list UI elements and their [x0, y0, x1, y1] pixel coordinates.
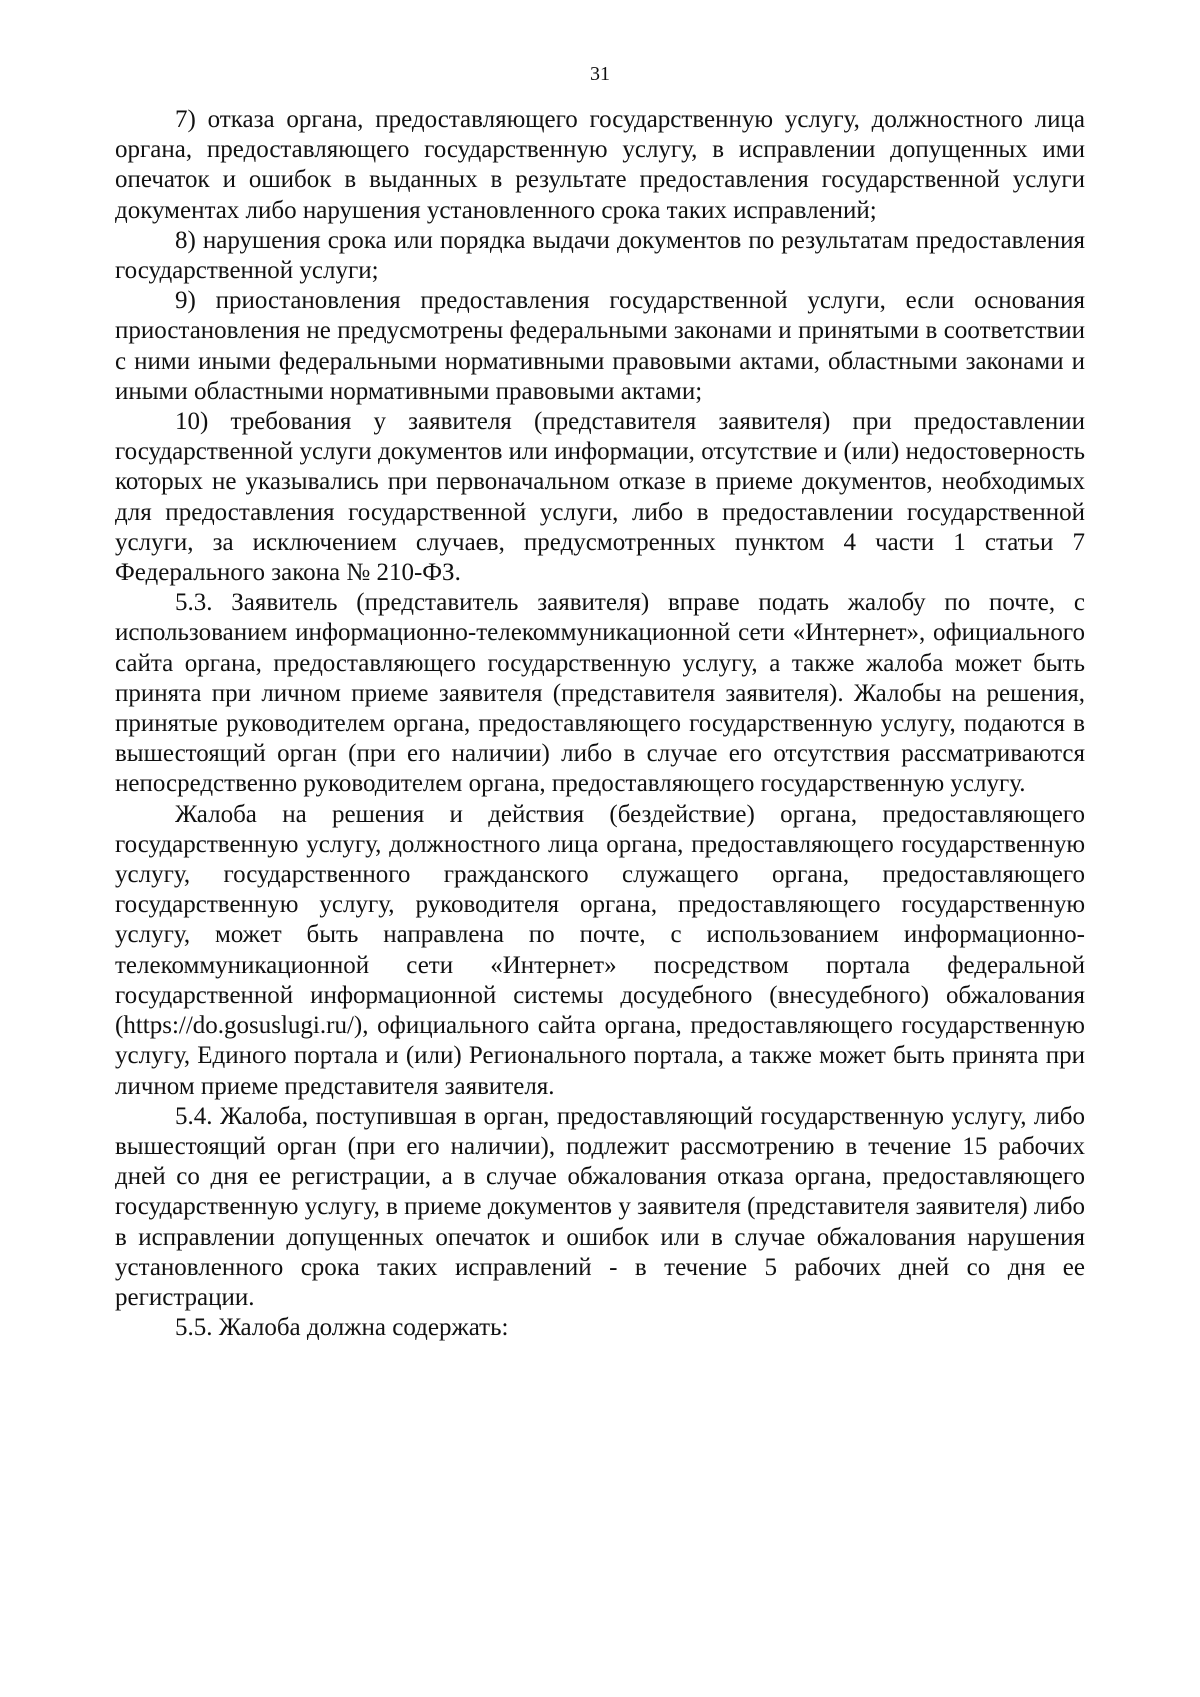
paragraph-clause-5-3: 5.3. Заявитель (представитель заявителя) вправе подать жалобу по почте, с использованием информационно-телекоммуникационной сети «Интернет», официального сайта органа, предоставляющего государственную услугу, а также жалоба может быть принята при личном приеме заявителя (представителя заявителя). Жалобы на решения, принятые руководителем органа, предоставляющего государственную услугу, подаются в вышестоящий орган (при его наличии) либо в случае его отсутствия рассматриваются непосредственно руководителем органа, предоставляющего государственную услугу. — [115, 589, 1085, 798]
page-number: 31 — [590, 63, 610, 85]
paragraph-item-7: 7) отказа органа, предоставляющего государственную услугу, должностного лица органа, предоставляющего государственную услугу, в исправлении допущенных ими опечаток и ошибок в выданных в результате предоставления государственной услуги документах либо нарушения установленного срока таких исправлений; — [115, 106, 1085, 224]
paragraph-clause-5-4: 5.4. Жалоба, поступившая в орган, предоставляющий государственную услугу, либо вышестоящий орган (при его наличии), подлежит рассмотрению в течение 15 рабочих дней со дня ее регистрации, а в случае обжалования отказа органа, предоставляющего государственную услугу, в приеме документов у заявителя (представителя заявителя) либо в исправлении допущенных опечаток и ошибок или в случае обжалования нарушения установленного срока таких исправлений - в течение 5 рабочих дней со дня ее регистрации. — [115, 1102, 1085, 1311]
paragraph-item-9: 9) приостановления предоставления государственной услуги, если основания приостановления не предусмотрены федеральными законами и принятыми в соответствии с ними иными федеральными нормативными правовыми актами, областными законами и иными областными нормативными правовыми актами; — [115, 287, 1085, 405]
document-body — [115, 105, 1085, 1343]
paragraph-clause-5-5: 5.5. Жалоба должна содержать: — [175, 1314, 509, 1342]
paragraph-item-10: 10) требования у заявителя (представителя заявителя) при предоставлении государственной услуги документов или информации, отсутствие и (или) недостоверность которых не указывались при первоначальном отказе в приеме документов, необходимых для предоставления государственной услуги, либо в предоставлении государственной услуги, за исключением случаев, предусмотренных пунктом 4 части 1 статьи 7 Федерального закона № 210-ФЗ. — [115, 408, 1085, 587]
paragraph-complaint-channels: Жалоба на решения и действия (бездействие) органа, предоставляющего государственную услугу, должностного лица органа, предоставляющего государственную услугу, государственного гражданского служащего органа, предоставляющего государственную услугу, руководителя органа, предоставляющего государственную услугу, может быть направлена по почте, с использованием информационно-телекоммуникационной сети «Интернет» посредством портала федеральной государственной информационной системы досудебного (внесудебного) обжалования (https://do.gosuslugi.ru/), официального сайта органа, предоставляющего государственную услугу, Единого портала и (или) Регионального портала, а также может быть принята при личном приеме представителя заявителя. — [115, 800, 1085, 1100]
paragraph-item-8: 8) нарушения срока или порядка выдачи документов по результатам предоставления государственной услуги; — [115, 226, 1085, 285]
